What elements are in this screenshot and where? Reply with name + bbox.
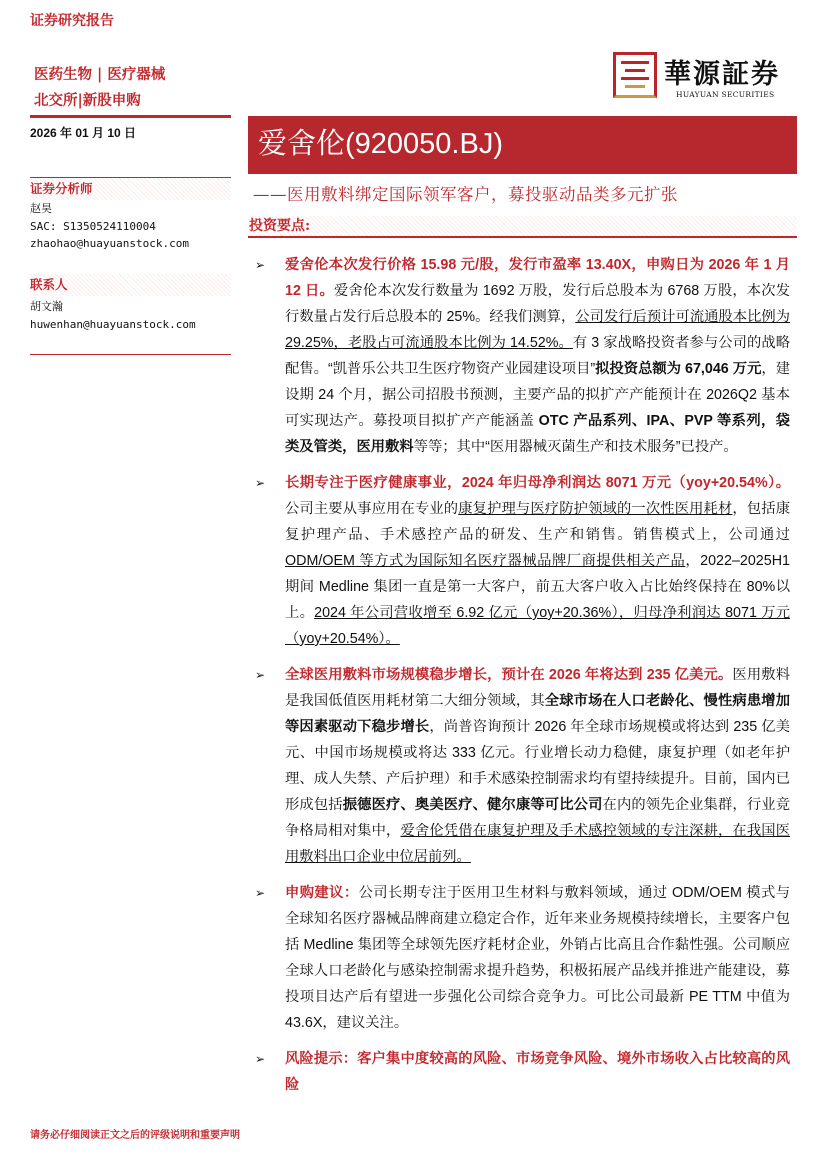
key-point-headline: 风险提示：客户集中度较高的风险、市场竞争风险、境外市场收入占比较高的风险 bbox=[285, 1051, 790, 1093]
body-text: ，建设期 24 个月，据公司招股书预测，主要产品的拟扩产产能预计在 2026Q2 基本可实现达产。募投项目拟扩产产能涵盖 bbox=[285, 361, 791, 429]
stock-title: 爱舍伦(920050.BJ) bbox=[258, 128, 503, 160]
logo-text: 華源証券 bbox=[664, 59, 780, 90]
body-text: 在内的领先企业集群，行业竞争格局相对集中， bbox=[285, 797, 791, 839]
body-text: 等等；其中“医用器械灭菌生产和技术服务”已投产。 bbox=[413, 439, 738, 455]
body-text: ，2022–2025H1 期间 Medline 集团一直是第一大客户，前五大客户收入占比始终保持在 80%以上。 bbox=[285, 553, 790, 621]
body-text: ，包括康复护理产品、手术感控产品的研发、生产和销售。销售模式上，公司通过 bbox=[285, 501, 791, 543]
body-text: 爱舍伦本次发行数量为 1692 万股，发行后总股本为 6768 万股，本次发行数量占发行后总股本的 25%。经我们测算， bbox=[285, 283, 790, 325]
analyst-sac: SAC: S1350524110004 bbox=[30, 220, 156, 233]
body-text: ，尚普咨询预计 2026 年全球市场规模或将达到 235 亿美元、中国市场规模或将达 333 亿元。行业增长动力稳健，康复护理（如老年护理、成人失禁、产后护理）和手术感染控制需求均有望持续提升。目前，国内已形成包括 bbox=[285, 719, 791, 813]
underlined-text: 2024 年公司营收增至 6.92 亿元（yoy+20.36%），归母净利润达 8071 万元（yoy+20.54%）。 bbox=[285, 605, 791, 647]
body-text: 有 3 家战略投资者参与公司的战略配售。“凯普乐公共卫生医疗物资产业园建设项目” bbox=[285, 335, 790, 377]
key-point-headline: 长期专注于医疗健康事业，2024 年归母净利润达 8071 万元（yoy+20.54%）。 bbox=[285, 475, 790, 491]
logo-english: HUAYUAN SECURITIES bbox=[676, 90, 775, 99]
body-text: 医用敷料是我国低值医用耗材第二大细分领域，其 bbox=[285, 667, 791, 709]
footer-disclaimer: 请务必仔细阅读正文之后的评级说明和重要声明 bbox=[30, 1130, 240, 1141]
report-subtitle: ——医用敷料绑定国际领军客户，募投驱动品类多元扩张 bbox=[253, 185, 678, 204]
industry-tag: 医药生物 | 医疗器械 bbox=[34, 66, 166, 83]
contact-heading: 联系人 bbox=[30, 274, 231, 296]
divider bbox=[30, 115, 231, 118]
contact-email[interactable]: huwenhan@huayuanstock.com bbox=[30, 318, 196, 331]
board-tag: 北交所|新股申购 bbox=[34, 92, 141, 109]
stock-title-bar bbox=[248, 116, 797, 174]
bold-text: OTC 产品系列、IPA、PVP 等系列，袋类及管类，医用敷料 bbox=[285, 413, 790, 455]
key-point-headline: 全球医用敷料市场规模稳步增长，预计在 2026 年将达到 235 亿美元。 bbox=[285, 667, 733, 683]
analyst-heading: 证券分析师 bbox=[30, 178, 231, 200]
key-point-paragraph bbox=[255, 1046, 790, 1098]
industry-tags bbox=[34, 62, 165, 114]
underlined-text: 公司发行后预计可流通股本比例为 29.25%，老股占可流通股本比例为 14.52%。 bbox=[285, 309, 790, 351]
underlined-text: ODM/OEM 等方式为国际知名医疗器械品牌厂商提供相关产品 bbox=[285, 553, 686, 569]
key-point-paragraph bbox=[255, 470, 791, 652]
key-points-heading: 投资要点: bbox=[248, 216, 797, 238]
key-point-paragraph bbox=[255, 662, 791, 870]
divider bbox=[30, 354, 231, 355]
body-text: 公司长期专注于医用卫生材料与敷料领域，通过 ODM/OEM 模式与全球知名医疗器械品牌商建立稳定合作，近年来业务规模持续增长，主要客户包括 Medline 集团等全球领先医疗耗材企业，外销占比高且合作黏性强。公司顺应全球人口老龄化与感染控制需求提升趋势，积极拓展产品线并推进产能建设，募投项目达产后有望进一步强化公司综合竞争力。可比公司最新 PE TTM 中值为 43.6X，建议关注。 bbox=[285, 885, 790, 1031]
underlined-text: 康复护理与医疗防护领域的一次性医用耗材 bbox=[458, 501, 733, 517]
contact-name: 胡文瀚 bbox=[30, 300, 63, 313]
bullet-arrow-icon: ➢ bbox=[255, 886, 266, 900]
bold-text: 全球市场在人口老龄化、慢性病患增加等因素驱动下稳步增长 bbox=[285, 693, 791, 735]
bullet-arrow-icon: ➢ bbox=[255, 258, 266, 272]
bullet-arrow-icon: ➢ bbox=[255, 1052, 266, 1066]
bullet-arrow-icon: ➢ bbox=[255, 476, 266, 490]
key-points-list bbox=[255, 252, 791, 1108]
body-text: 公司主要从事应用在专业的 bbox=[285, 501, 459, 517]
key-point-headline: 申购建议： bbox=[285, 885, 359, 901]
huayuan-logo-icon bbox=[613, 52, 657, 98]
underlined-text: 爱舍伦凭借在康复护理及手术感控领域的专注深耕，在我国医用敷料出口企业中位居前列。 bbox=[285, 823, 791, 865]
bullet-arrow-icon: ➢ bbox=[255, 668, 266, 682]
analyst-email[interactable]: zhaohao@huayuanstock.com bbox=[30, 237, 189, 250]
report-date: 2026 年 01 月 10 日 bbox=[30, 126, 137, 140]
bold-text: 振德医疗、奥美医疗、健尔康等可比公司 bbox=[342, 797, 603, 813]
analyst-name: 赵昊 bbox=[30, 202, 52, 215]
key-point-paragraph bbox=[255, 252, 791, 460]
key-point-paragraph bbox=[255, 880, 790, 1036]
key-point-headline: 爱舍伦本次发行价格 15.98 元/股，发行市盈率 13.40X，申购日为 2026 年 1 月 12 日。 bbox=[285, 257, 790, 299]
report-type-label: 证券研究报告 bbox=[30, 13, 114, 29]
bold-text: 拟投资总额为 67,046 万元 bbox=[595, 361, 762, 377]
